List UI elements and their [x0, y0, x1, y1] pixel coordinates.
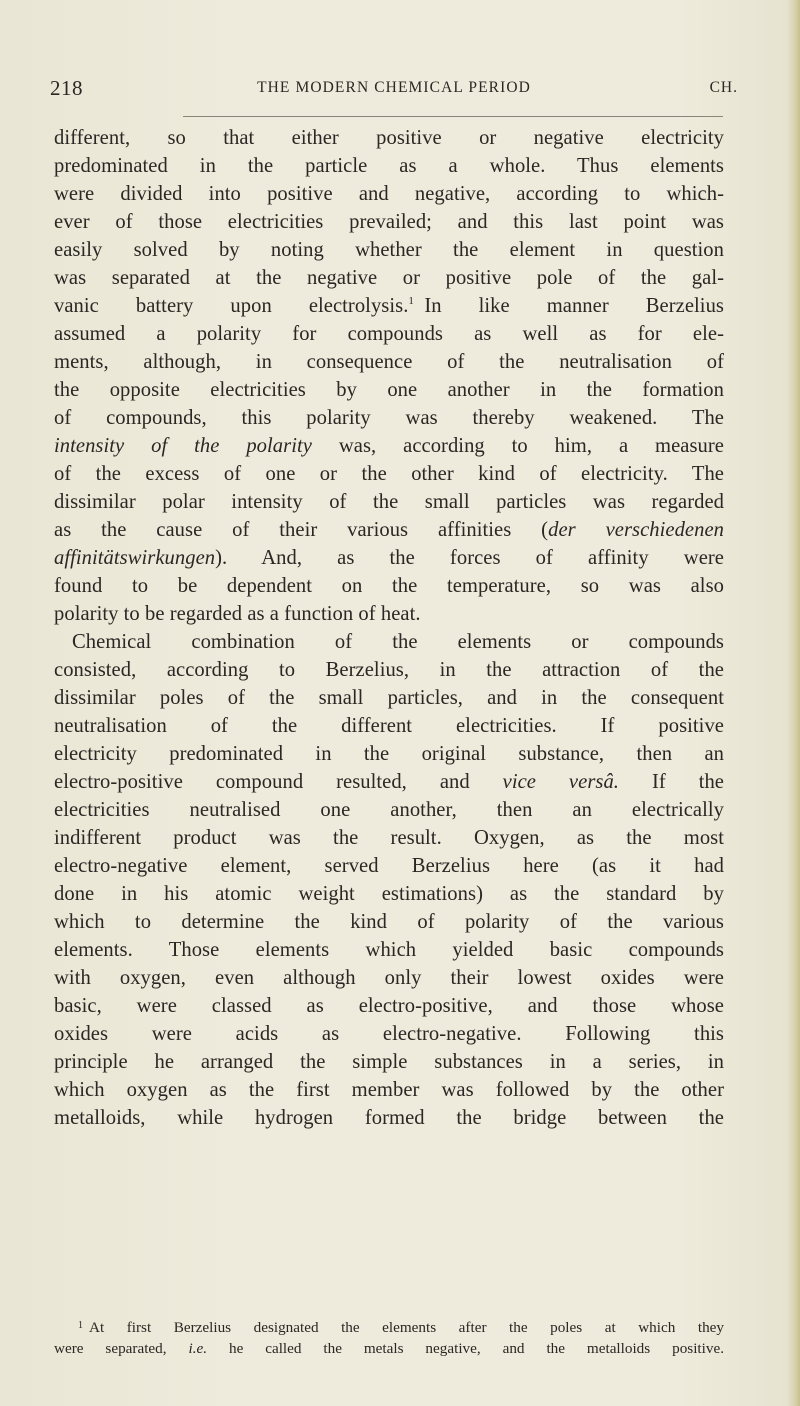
page-header	[50, 76, 738, 106]
footnote-text: he called the metals negative, and the metalloids positive.	[228, 1340, 724, 1357]
footnote-marker: 1	[78, 1320, 83, 1331]
text-line: dissimilar poles of the small particles, and in the consequent	[54, 687, 724, 709]
text-line	[54, 768, 724, 796]
text-line: principle he arranged the simple substances in a series, in	[54, 1051, 724, 1073]
footnotes	[54, 1317, 724, 1359]
text-line: basic, were classed as electro-positive, and those whose	[54, 995, 724, 1017]
footnote-line	[54, 1338, 724, 1359]
footnote-text: were separated,	[54, 1340, 167, 1357]
text-line: easily solved by noting whether the element in question	[54, 239, 724, 261]
page-edge-shadow	[786, 0, 800, 1406]
text-segment: ). And, as the forces of affinity were	[215, 547, 724, 569]
italic-term: vice versâ.	[502, 771, 619, 793]
header-rule	[183, 116, 723, 117]
text-line: of the excess of one or the other kind of electricity. The	[54, 463, 724, 485]
text-line: Chemical combination of the elements or compounds	[72, 631, 724, 653]
text-segment: electro-positive compound resulted, and	[54, 771, 470, 793]
footnote-reference: 1	[408, 295, 414, 307]
footnote-italic: i.e.	[188, 1340, 208, 1357]
text-line: consisted, according to Berzelius, in the attraction of the	[54, 659, 724, 681]
italic-term: intensity of the polarity	[54, 435, 312, 457]
text-line: metalloids, while hydrogen formed the bridge between the	[54, 1107, 724, 1129]
footnote-line	[54, 1317, 724, 1338]
text-line: oxides were acids as electro-negative. Following this	[54, 1023, 724, 1045]
text-line: indifferent product was the result. Oxygen, as the most	[54, 827, 724, 849]
running-title: THE MODERN CHEMICAL PERIOD	[257, 79, 531, 96]
text-line: electro-negative element, served Berzelius here (as it had	[54, 855, 724, 877]
italic-term: der verschiedenen	[548, 519, 724, 541]
text-line	[54, 516, 724, 544]
text-line: with oxygen, even although only their lowest oxides were	[54, 967, 724, 989]
text-line: predominated in the particle as a whole. Thus elements	[54, 155, 724, 177]
text-line	[54, 292, 724, 320]
text-line: neutralisation of the different electricities. If positive	[54, 715, 724, 737]
text-line: done in his atomic weight estimations) as the standard by	[54, 883, 724, 905]
text-line: ever of those electricities prevailed; and this last point was	[54, 211, 724, 233]
text-line: were divided into positive and negative, according to which-	[54, 183, 724, 205]
text-segment: as the cause of their various affinities (	[54, 519, 549, 541]
text-line: which oxygen as the first member was followed by the other	[54, 1079, 724, 1101]
body-text	[54, 124, 724, 1132]
text-line: found to be dependent on the temperature, so was also	[54, 575, 724, 597]
text-segment: was, according to him, a measure	[338, 435, 724, 457]
text-line: assumed a polarity for compounds as well as for ele-	[54, 323, 724, 345]
page-number: 218	[50, 76, 83, 100]
text-line: which to determine the kind of polarity of the various	[54, 911, 724, 933]
text-line	[54, 544, 724, 572]
text-line: dissimilar polar intensity of the small particles was regarded	[54, 491, 724, 513]
text-line: polarity to be regarded as a function of heat.	[54, 603, 421, 625]
chapter-mark: CH.	[709, 79, 738, 96]
text-line: electricity predominated in the original substance, then an	[54, 743, 724, 765]
text-line: was separated at the negative or positive pole of the gal-	[54, 267, 724, 289]
text-segment: vanic battery upon electrolysis.	[54, 295, 409, 317]
text-segment: In like manner Berzelius	[424, 295, 724, 317]
italic-term: affinitätswirkungen	[54, 547, 216, 569]
text-line: ments, although, in consequence of the neutralisation of	[54, 351, 724, 373]
text-line: different, so that either positive or negative electricity	[54, 127, 724, 149]
text-line: elements. Those elements which yielded basic compounds	[54, 939, 724, 961]
text-line: the opposite electricities by one another in the formation	[54, 379, 724, 401]
text-segment: If the	[651, 771, 724, 793]
text-line	[54, 432, 724, 460]
text-line: electricities neutralised one another, then an electrically	[54, 799, 724, 821]
footnote-text: At first Berzelius designated the elements after the poles at which they	[89, 1319, 724, 1336]
text-line: of compounds, this polarity was thereby weakened. The	[54, 407, 724, 429]
